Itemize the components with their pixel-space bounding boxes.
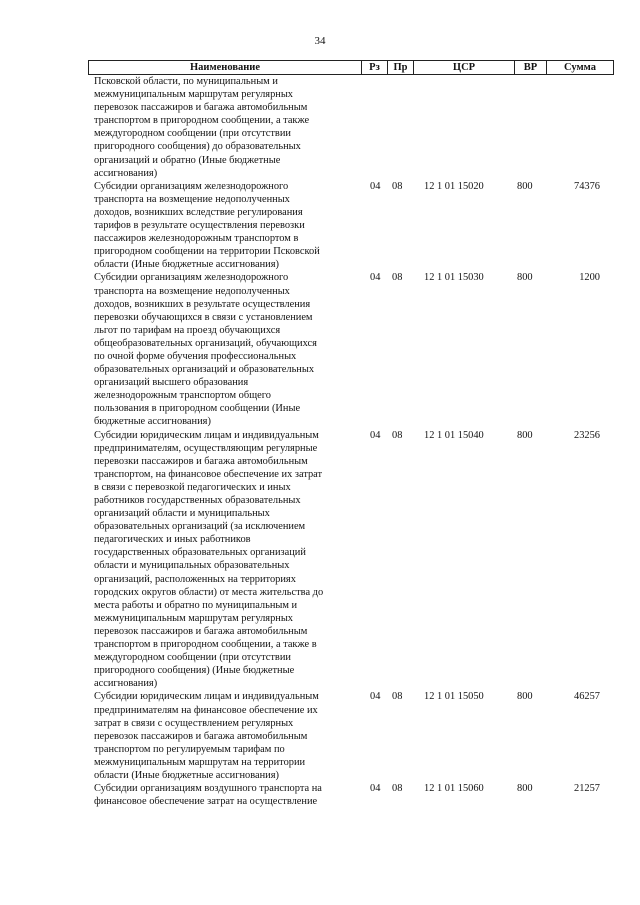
row-name	[88, 271, 362, 428]
row-name-line: транспортом в пригородном сообщении, а также	[94, 115, 310, 127]
table-row	[88, 180, 614, 272]
table-row	[88, 75, 614, 180]
row-name-line: организаций и обратно (Иные бюджетные	[94, 154, 281, 166]
header-vr: ВР	[515, 61, 547, 74]
row-name-line: Субсидии организациям железнодорожного	[94, 272, 289, 284]
row-name	[88, 690, 362, 782]
row-name-line: междугородном сообщении (при отсутствии	[94, 652, 291, 664]
row-rz: 04	[370, 429, 381, 441]
row-name-line: ассигнования)	[94, 167, 158, 179]
row-rz: 04	[370, 691, 381, 703]
page-number: 34	[314, 35, 326, 47]
row-name-line: организаций высшего образования	[94, 377, 249, 389]
row-name-line: межмуниципальным маршрутам на территории	[94, 756, 306, 768]
row-name-line: пассажиров железнодорожным транспортом в	[94, 233, 299, 245]
row-name-line: межмуниципальным маршрутам регулярных	[94, 612, 294, 624]
row-name-line: льгот по тарифам на проезд обучающихся	[94, 324, 281, 336]
row-sum: 1200	[579, 272, 600, 284]
row-name-line: пригородном сообщении на территории Псковской	[94, 246, 320, 258]
row-rz	[362, 75, 388, 180]
row-name-line: области (Иные бюджетные ассигнования)	[94, 769, 279, 781]
row-name	[88, 429, 362, 691]
row-vr	[515, 75, 547, 180]
row-name-line: межмуниципальным маршрутам регулярных	[94, 89, 294, 101]
row-csr: 12 1 01 15050	[424, 691, 484, 703]
table-row	[88, 429, 614, 691]
row-name-line: организаций, расположенных на территориях	[94, 573, 296, 585]
row-name-line: перевозок пассажиров и багажа автомобильным	[94, 730, 308, 742]
row-name-line: железнодорожным транспортом общего	[94, 390, 271, 402]
row-name-line: работников государственных образовательных	[94, 495, 301, 506]
row-name-line: общеобразовательных организаций, обучающихся	[94, 337, 317, 349]
row-sum	[547, 75, 614, 180]
table-row	[88, 271, 614, 428]
row-pr: 08	[392, 691, 403, 703]
row-vr: 800	[517, 429, 533, 441]
row-sum: 46257	[574, 691, 600, 703]
row-name-line: доходов, возникших вследствие регулирования	[94, 206, 303, 218]
row-name-line: Псковской области, по муниципальным и	[94, 76, 278, 87]
row-name-line: образовательных организаций и образовательных	[94, 364, 315, 376]
row-rz: 04	[370, 180, 381, 192]
table-header	[88, 60, 614, 75]
row-sum: 21257	[574, 783, 600, 795]
row-name	[88, 782, 362, 808]
row-name	[88, 75, 362, 180]
row-name-line: тарифов в результате осуществления перевозки	[94, 220, 305, 232]
row-name-line: по очной форме обучения профессиональных	[94, 350, 297, 362]
row-vr: 800	[517, 691, 533, 703]
header-sum: Сумма	[547, 61, 614, 74]
row-name-line: Субсидии организациям железнодорожного	[94, 180, 289, 192]
row-name-line: области и муниципальных образовательных	[94, 560, 290, 572]
row-name-line: предпринимателям, осуществляющим регулярные	[94, 442, 318, 454]
row-sum: 23256	[574, 429, 600, 441]
row-csr: 12 1 01 15040	[424, 429, 484, 441]
row-name-line: пригородного сообщения) до образовательных	[94, 141, 301, 153]
row-vr: 800	[517, 272, 533, 284]
row-name-line: области (Иные бюджетные ассигнования)	[94, 259, 279, 271]
row-name-line: пользования в пригородном сообщении (Иные	[94, 403, 301, 415]
row-vr: 800	[517, 180, 533, 192]
row-name-line: пригородного сообщения) (Иные бюджетные	[94, 665, 295, 677]
row-name-line: педагогических и иных работников	[94, 534, 251, 546]
row-name-line: бюджетные ассигнования)	[94, 416, 211, 428]
row-pr: 08	[392, 272, 403, 284]
row-name-line: организаций области и муниципальных	[94, 508, 270, 520]
row-csr: 12 1 01 15020	[424, 180, 484, 192]
row-name-line: транспортом в пригородном сообщении, а также в	[94, 639, 317, 651]
row-name-line: перевозки пассажиров и багажа автомобильным	[94, 455, 308, 467]
row-name-line: затрат в связи с осуществлением регулярных	[94, 717, 294, 729]
header-rz: Рз	[362, 61, 388, 74]
row-pr: 08	[392, 429, 403, 441]
row-rz: 04	[370, 272, 381, 284]
row-name-line: перевозок пассажиров и багажа автомобильным	[94, 625, 308, 637]
table-row	[88, 782, 614, 808]
header-pr: Пр	[388, 61, 414, 74]
row-csr: 12 1 01 15060	[424, 783, 484, 795]
row-csr: 12 1 01 15030	[424, 272, 484, 284]
row-name-line: транспортом по регулируемым тарифам по	[94, 743, 285, 755]
row-rz: 04	[370, 783, 381, 795]
row-name-line: предпринимателям на финансовое обеспечение их	[94, 704, 318, 716]
row-name-line: транспортом, на финансовое обеспечение их затрат	[94, 468, 323, 480]
row-name-line: места работы и обратно по муниципальным и	[94, 599, 298, 611]
row-name-line: междугородном сообщении (при отсутствии	[94, 128, 291, 140]
row-name-line: государственных образовательных организаций	[94, 547, 306, 559]
row-csr	[414, 75, 515, 180]
row-pr: 08	[392, 180, 403, 192]
row-sum: 74376	[574, 180, 600, 192]
header-name: Наименование	[88, 61, 362, 74]
row-pr: 08	[392, 783, 403, 795]
row-vr: 800	[517, 783, 533, 795]
table-row	[88, 690, 614, 782]
row-name-line: перевозки обучающихся в связи с установлением	[94, 311, 313, 323]
row-name-line: образовательных организаций (за исключением	[94, 521, 306, 533]
row-name-line: доходов, возникших в результате осуществления	[94, 298, 311, 310]
row-name-line: городских округов области) от места жительства до	[94, 586, 324, 598]
table-body	[88, 75, 614, 808]
row-name-line: Субсидии юридическим лицам и индивидуальным	[94, 691, 319, 703]
row-name-line: финансовое обеспечение затрат на осуществление	[94, 796, 318, 808]
row-name-line: транспорта на возмещение недополученных	[94, 193, 290, 205]
row-name-line: в связи с перевозкой педагогических и иных	[94, 481, 291, 493]
row-name-line: транспорта на возмещение недополученных	[94, 285, 290, 297]
header-csr: ЦСР	[414, 61, 515, 74]
row-name-line: Субсидии юридическим лицам и индивидуальным	[94, 429, 319, 441]
row-name-line: перевозок пассажиров и багажа автомобильным	[94, 102, 308, 114]
row-name	[88, 180, 362, 272]
row-pr	[388, 75, 414, 180]
budget-table	[88, 60, 614, 808]
row-name-line: ассигнования)	[94, 678, 158, 690]
row-name-line: Субсидии организациям воздушного транспорта на	[94, 783, 322, 795]
